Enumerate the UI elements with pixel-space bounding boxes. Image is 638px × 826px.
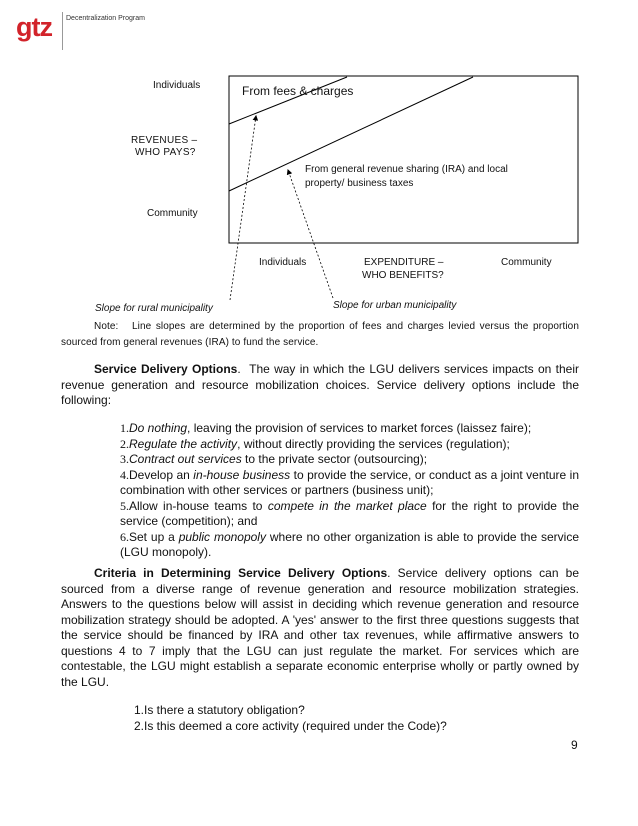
list-item	[120, 421, 579, 437]
criteria-questions-list	[134, 703, 579, 734]
section2-text: Service delivery options can be sourced from a diverse range of revenue generation and resource mobilization strategies. Answers to the questions below will assist in deciding which revenue generation and resource mobilization strategy should be adopted. A 'yes' answer to the first three questions suggests that the service should be financed by IRA and other tax revenues, while affirmative answers to questions 4 to 7 imply that the LGU can just regulate the market. For services which are contestable, the LGU might establish a separate economic enterprise wholly or partly owned by the LGU.	[61, 566, 580, 689]
diagram-note	[61, 319, 579, 350]
note-lead: Note:	[94, 321, 119, 332]
section1-text: The way in which the LGU delivers services impacts on their revenue generation and resource mobilization choices. Service delivery options include the following:	[61, 362, 579, 407]
lower-region-label-line2: property/ business taxes	[305, 178, 414, 189]
note-text: Line slopes are determined by the proportion of fees and charges levied versus the proportion sourced from general revenues (IRA) to fund the service.	[61, 321, 580, 348]
list-number: 6.	[120, 529, 129, 544]
option-text-post: to provide the service, or conduct as a joint venture in combination with other services or partners (business unit);	[120, 467, 579, 497]
option-text-emphasis: Contract out services	[129, 452, 242, 466]
option-text-post: where no other organization is able to provide the service (LGU monopoly).	[120, 529, 580, 559]
revenue-expenditure-diagram	[0, 0, 638, 320]
program-name: Decentralization Program	[66, 15, 145, 22]
list-number: 2.	[120, 436, 129, 451]
x-left-label: Individuals	[259, 257, 307, 268]
option-text-pre: Develop an	[129, 467, 194, 482]
option-text-post: for the right to provide the service (competition); and	[120, 498, 579, 528]
list-item	[120, 530, 579, 561]
diagram-frame	[229, 76, 578, 243]
list-item	[120, 468, 579, 499]
option-text-post: to the private sector (outsourcing);	[241, 452, 428, 466]
service-options-list	[120, 421, 579, 561]
x-axis-title-line2: WHO BENEFITS?	[362, 270, 444, 281]
question-text: Is there a statutory obligation?	[144, 703, 305, 717]
list-item	[120, 499, 579, 530]
option-text-emphasis: Do nothing	[129, 421, 188, 435]
service-delivery-paragraph: Service Delivery Options. The way in which the LGU delivers services impacts on their revenue generation and resource mobilization choices. Service delivery options include the following:	[61, 362, 579, 407]
gtz-logo: gtz	[16, 12, 52, 42]
page-number: 9	[571, 738, 578, 752]
option-text-emphasis: public monopoly	[178, 529, 266, 544]
option-text-pre: Set up a	[129, 529, 179, 544]
lower-region-label-line1: From general revenue sharing (IRA) and local	[305, 164, 508, 175]
list-number: 1.	[134, 703, 145, 717]
option-text-pre: Allow in-house teams to	[129, 498, 268, 513]
list-number: 2.	[134, 718, 145, 733]
option-text-emphasis: in-house business	[193, 467, 291, 482]
option-text-emphasis: compete in the market place	[267, 498, 427, 513]
option-text-post: , without directly providing the services (regulation);	[237, 436, 510, 451]
option-text-post: , leaving the provision of services to market forces (laissez faire);	[187, 421, 532, 435]
list-item	[134, 703, 579, 719]
rural-slope-caption: Slope for rural municipality	[95, 303, 213, 314]
y-axis-title-line2: WHO PAYS?	[135, 147, 196, 158]
list-number: 4.	[120, 467, 129, 482]
section2-heading: Criteria in Determining Service Delivery Options	[94, 566, 388, 580]
y-axis-title-line1: REVENUES –	[131, 135, 198, 146]
list-item	[120, 437, 579, 453]
section1-heading: Service Delivery Options	[94, 362, 238, 376]
y-bottom-label: Community	[147, 208, 198, 219]
y-top-label: Individuals	[153, 80, 201, 91]
upper-region-label: From fees & charges	[242, 84, 354, 98]
urban-slope-caption: Slope for urban municipality	[333, 300, 457, 311]
list-number: 1.	[120, 421, 129, 435]
list-number: 5.	[120, 498, 129, 513]
x-axis-title-line1: EXPENDITURE –	[364, 257, 444, 268]
question-text: Is this deemed a core activity (required under the Code)?	[144, 718, 447, 733]
x-right-label: Community	[501, 257, 552, 268]
list-number: 3.	[120, 452, 129, 466]
criteria-paragraph: Criteria in Determining Service Delivery Options. Service delivery options can be sourced from a diverse range of revenue generation and resource mobilization strategies. Answers to the questions below will assist in deciding which revenue generation and resource mobilization strategy should be adopted. A 'yes' answer to the first three questions suggests that the service should be financed by IRA and other tax revenues, while affirmative answers to questions 4 to 7 imply that the LGU can just regulate the market. For services which are contestable, the LGU might establish a separate economic enterprise wholly or partly owned by the LGU.	[61, 566, 580, 689]
option-text-emphasis: Regulate the activity	[129, 436, 238, 451]
rural-slope-arrow	[230, 116, 256, 300]
list-item	[134, 719, 579, 735]
list-item	[120, 452, 579, 468]
